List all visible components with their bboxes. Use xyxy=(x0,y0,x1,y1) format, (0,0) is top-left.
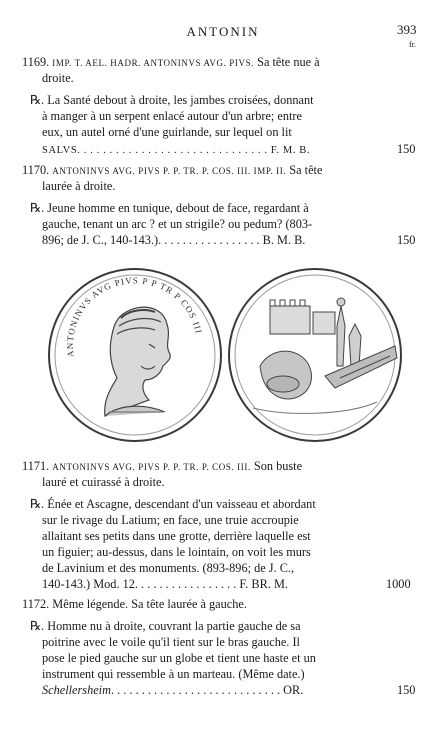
coin-legend: IMP. T. AEL. HADR. ANTONINVS AVG. PIVS. xyxy=(52,58,255,68)
reverse-text-line3: eux, un autel orné d'une guirlande, sur lequel on lit xyxy=(42,125,292,139)
reverse-mark: ℞. xyxy=(30,201,45,215)
price: 1000 xyxy=(386,577,411,591)
reverse-text: Homme nu à droite, couvrant la partie gauche de sa xyxy=(47,619,301,633)
price: 150 xyxy=(397,683,416,697)
obverse-inscription: ANTONINVS AVG PIVS P P TR P COS III xyxy=(64,275,204,358)
entry-number: 1172. xyxy=(22,597,50,611)
obverse-text: Même légende. Sa tête laurée à gauche. xyxy=(52,597,247,611)
coin-illustration xyxy=(45,266,405,444)
reverse-text: Jeune homme en tunique, debout de face, regardant à xyxy=(47,201,309,215)
reverse-mark: ℞. xyxy=(30,93,45,107)
collection-name: Schellersheim xyxy=(42,683,111,697)
reverse-text: Énée et Ascagne, descendant d'un vaisseau et abordant xyxy=(47,497,316,511)
price: 150 xyxy=(397,142,416,156)
reverse-text-line5: . . . . . . . . . . . . . . . . . . . . . . . . . . . . OR. xyxy=(110,683,304,697)
reverse-text: La Santé debout à droite, les jambes croisées, donnant xyxy=(47,93,314,107)
reverse-text-line2: poitrine avec le voile qu'il tient sur le bras gauche. Il xyxy=(42,635,300,649)
coin-legend: ANTONINVS AVG. PIVS P. P. TR. P. COS. III. IMP. II. xyxy=(52,166,287,176)
obverse-text-line2: lauré et cuirassé à droite. xyxy=(42,475,165,489)
currency-label: fr. xyxy=(409,40,416,49)
obverse-text-line2: droite. xyxy=(42,71,74,85)
obverse-text: Sa tête nue à xyxy=(257,55,320,69)
reverse-mark: ℞. xyxy=(30,619,45,633)
reverse-text-line5: de Lavinium et des monuments. (893-896; de J. C., xyxy=(42,561,295,575)
reverse-text-line3: allaitant ses petits dans une grotte, derrière laquelle est xyxy=(42,529,311,543)
coin-reverse xyxy=(229,269,401,441)
reverse-text-line4: un figuier; au-dessus, dans le lointain, on voit les murs xyxy=(42,545,311,559)
reverse-text-line2: gauche, tenant un arc ? et un strigile? ou pedum? (803- xyxy=(42,217,313,231)
reverse-text-line3: pose le pied gauche sur un globe et tient une haste et un xyxy=(42,651,316,665)
reverse-text-line2: sur le rivage du Latium; en face, une truie accroupie xyxy=(42,513,299,527)
reverse-scene xyxy=(253,298,397,413)
obverse-text-line2: laurée à droite. xyxy=(42,179,116,193)
coin-obverse xyxy=(49,269,221,441)
reverse-text-line4: instrument qui ressemble à un marteau. (Même date.) xyxy=(42,667,305,681)
reverse-text-line6: 140-143.) Mod. 12. . . . . . . . . . . . . . . . . F. BR. M. xyxy=(42,577,288,591)
bust-portrait xyxy=(105,307,171,416)
page-number: 393 xyxy=(397,22,417,37)
reverse-text-line3: 896; de J. C., 140-143.). . . . . . . . . . . . . . . . . B. M. B. xyxy=(42,233,306,247)
coin-legend: ANTONINVS AVG. PIVS P. P. TR. P. COS. III. xyxy=(52,462,251,472)
reverse-mark: ℞. xyxy=(30,497,45,511)
reverse-text-line2: à manger à un serpent enlacé autour d'un arbre; entre xyxy=(42,109,302,123)
reverse-text-line4: SALVS. . . . . . . . . . . . . . . . . . . . . . . . . . . . . . F. M. B. xyxy=(42,145,311,156)
obverse-text: Son buste xyxy=(253,459,303,473)
entry-number: 1171. xyxy=(22,459,50,473)
page-title: ANTONIN xyxy=(186,24,260,39)
price: 150 xyxy=(397,233,416,247)
obverse-text: Sa tête xyxy=(289,163,323,177)
entry-number: 1169. xyxy=(22,55,50,69)
entry-number: 1170. xyxy=(22,163,50,177)
